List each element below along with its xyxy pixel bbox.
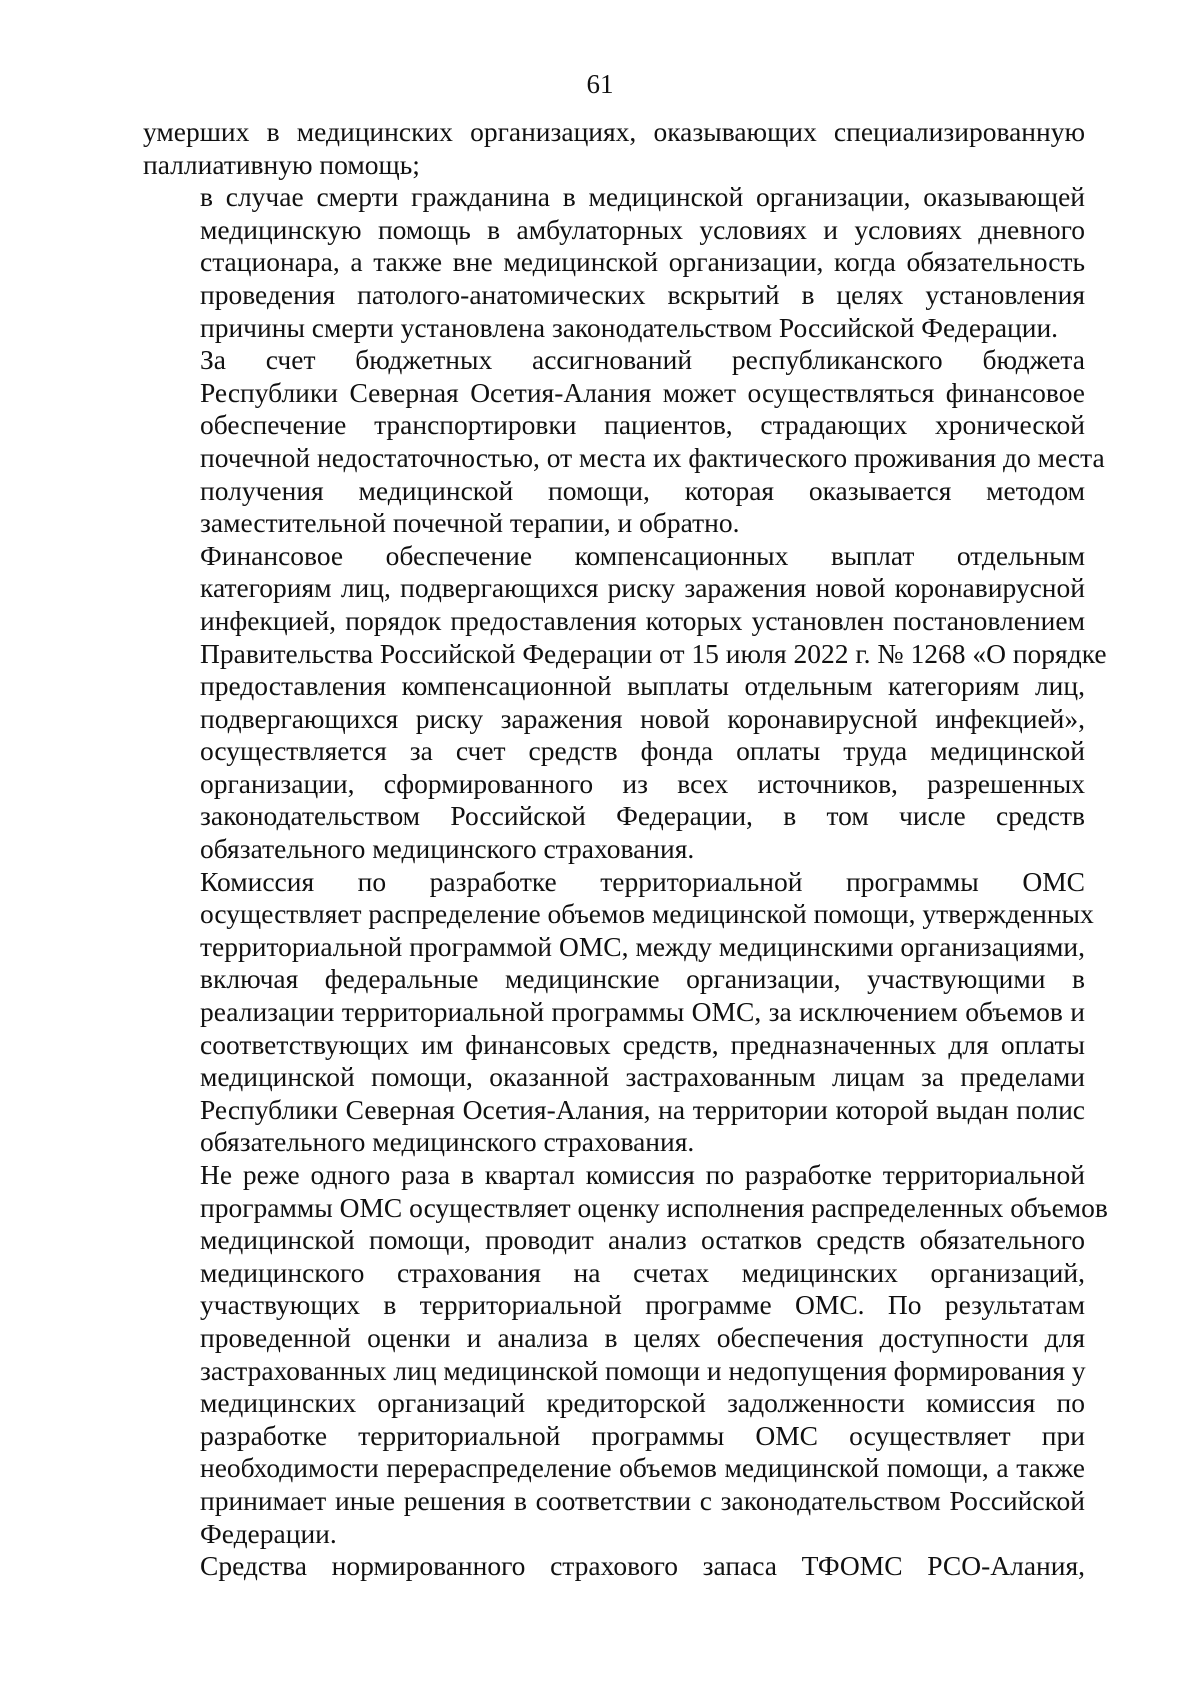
- paragraph: [143, 181, 1085, 344]
- text-line: территориальной программой ОМС, между медицинскими организациями,: [200, 930, 1085, 962]
- text-line: Правительства Российской Федерации от 15 июля 2022 г. № 1268 «О порядке: [200, 637, 1107, 669]
- text-line: обязательного медицинского страхования.: [200, 1126, 695, 1158]
- text-line: участвующих в территориальной программе ОМС. По результатам: [200, 1289, 1085, 1321]
- text-line: соответствующих им финансовых средств, предназначенных для оплаты: [200, 1028, 1085, 1060]
- text-line: подвергающихся риску заражения новой коронавирусной инфекцией»,: [200, 702, 1085, 734]
- text-line: разработке территориальной программы ОМС осуществляет при: [200, 1419, 1085, 1451]
- paragraph: [143, 1159, 1108, 1550]
- text-line: Комиссия по разработке территориальной программы ОМС: [200, 865, 1085, 897]
- text-line: причины смерти установлена законодательством Российской Федерации.: [200, 311, 1059, 343]
- text-line: получения медицинской помощи, которая оказывается методом: [200, 474, 1085, 506]
- text-line: застрахованных лиц медицинской помощи и недопущения формирования у: [200, 1354, 1086, 1386]
- text-line: медицинских организаций кредиторской задолженности комиссия по: [200, 1387, 1085, 1419]
- text-line: паллиативную помощь;: [143, 148, 420, 180]
- text-line: медицинскую помощь в амбулаторных условиях и условиях дневного: [200, 213, 1085, 245]
- text-line: медицинской помощи, проводит анализ остатков средств обязательного: [200, 1224, 1085, 1256]
- text-line: реализации территориальной программы ОМС, за исключением объемов и: [200, 996, 1085, 1028]
- text-line: медицинской помощи, оказанной застрахованным лицам за пределами: [200, 1061, 1085, 1093]
- document-body: [143, 116, 1108, 1583]
- paragraph: [143, 865, 1094, 1159]
- text-line: Не реже одного раза в квартал комиссия по разработке территориальной: [200, 1159, 1085, 1190]
- text-line: программы ОМС осуществляет оценку исполнения распределенных объемов: [200, 1191, 1108, 1223]
- text-line: инфекцией, порядок предоставления которых установлен постановлением: [200, 604, 1085, 636]
- text-line: принимает иные решения в соответствии с законодательством Российской: [200, 1484, 1085, 1516]
- text-line: проведенной оценки и анализа в целях обеспечения доступности для: [200, 1321, 1085, 1353]
- text-line: организации, сформированного из всех источников, разрешенных: [200, 767, 1085, 799]
- text-line: За счет бюджетных ассигнований республиканского бюджета: [200, 344, 1085, 376]
- text-line: Республики Северная Осетия-Алания, на территории которой выдан полис: [200, 1093, 1085, 1125]
- text-line: обеспечение транспортировки пациентов, страдающих хронической: [200, 409, 1085, 441]
- text-line: проведения патолого-анатомических вскрытий в целях установления: [200, 278, 1085, 310]
- text-line: Финансовое обеспечение компенсационных выплат отдельным: [200, 539, 1085, 571]
- paragraph: [143, 344, 1105, 540]
- text-line: медицинского страхования на счетах медицинских организаций,: [200, 1256, 1085, 1288]
- text-line: стационара, а также вне медицинской организации, когда обязательность: [200, 246, 1085, 278]
- paragraph: [143, 539, 1107, 866]
- text-line: категориям лиц, подвергающихся риску заражения новой коронавирусной: [200, 572, 1085, 604]
- text-line: осуществляется за счет средств фонда оплаты труда медицинской: [200, 735, 1085, 767]
- paragraph: [143, 116, 1085, 181]
- text-line: Республики Северная Осетия-Алания может осуществляться финансовое: [200, 376, 1085, 408]
- text-line: необходимости перераспределение объемов медицинской помощи, а также: [200, 1452, 1085, 1484]
- text-line: Средства нормированного страхового запаса ТФОМС РСО-Алания,: [200, 1550, 1085, 1582]
- text-line: умерших в медицинских организациях, оказывающих специализированную: [143, 116, 1085, 147]
- page-number: 61: [586, 69, 614, 99]
- text-line: в случае смерти гражданина в медицинской организации, оказывающей: [200, 181, 1085, 213]
- text-line: законодательством Российской Федерации, в том числе средств: [200, 800, 1085, 832]
- text-line: почечной недостаточностью, от места их фактического проживания до места: [200, 441, 1105, 473]
- text-line: осуществляет распределение объемов медицинской помощи, утвержденных: [200, 898, 1094, 930]
- text-line: заместительной почечной терапии, и обратно.: [200, 507, 740, 539]
- text-line: включая федеральные медицинские организации, участвующими в: [200, 963, 1085, 995]
- text-line: предоставления компенсационной выплаты отдельным категориям лиц,: [200, 670, 1085, 702]
- text-line: Федерации.: [200, 1517, 337, 1549]
- paragraph: [143, 1550, 1085, 1583]
- text-line: обязательного медицинского страхования.: [200, 833, 695, 865]
